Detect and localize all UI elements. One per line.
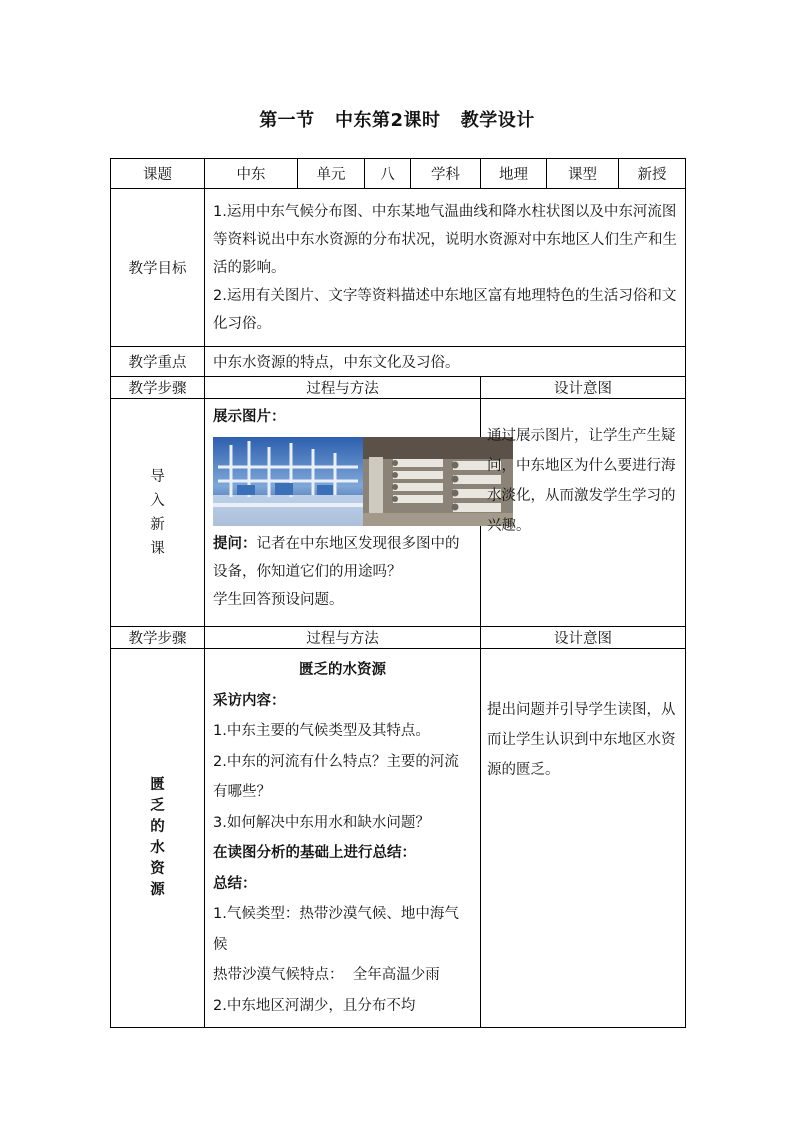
page-title: 第一节 中东第2课时 教学设计: [259, 110, 535, 131]
interview-label: 采访内容：: [213, 692, 286, 709]
question-label: 提问：: [213, 536, 257, 552]
lesson-plan-table: [110, 158, 686, 1028]
section-title: 匮乏的水资源: [299, 662, 386, 678]
show-image-label: 展示图片：: [213, 409, 286, 425]
objectives-content: [205, 189, 686, 347]
objective-2: 2.运用有关图片、文字等资料描述中东地区富有地理特色的生活习俗和文化习俗。: [213, 287, 677, 332]
objectives-row: [111, 189, 686, 347]
interview-q3: 3.如何解决中东用水和缺水问题？: [213, 814, 430, 831]
water-step-char: 乏: [150, 798, 165, 814]
question-text: 记者在中东地区发现很多图中的设备，你知道它们的用途吗？: [213, 536, 460, 580]
intro-step-label: [111, 399, 205, 627]
discipline-label: 学科: [411, 159, 481, 189]
summary-2: 2.中东地区河湖少，且分布不均: [213, 997, 416, 1014]
summary-1: 1.气候类型：热带沙漠气候、地中海气候: [213, 906, 459, 953]
photo-left: [213, 437, 363, 526]
steps-header-row: [111, 377, 686, 399]
intro-step-char: 课: [150, 540, 165, 557]
objective-1: 1.运用中东气候分布图、中东某地气温曲线和降水柱状图以及中东河流图等资料说出中东水资源的分布状况，说明水资源对中东地区人们生产和生活的影响。: [213, 203, 677, 276]
steps-header-process: 过程与方法: [205, 627, 481, 649]
objectives-label: 教学目标: [111, 189, 205, 347]
unit-value: 八: [365, 159, 411, 189]
question: [213, 530, 472, 586]
water-row: [111, 649, 686, 1028]
interview-q1: 1.中东主要的气候类型及其特点。: [213, 723, 430, 739]
lesson-type-value: 新授: [619, 159, 686, 189]
intro-row: [111, 399, 686, 627]
summary-label: 总结：: [213, 875, 257, 892]
water-step-char: 源: [150, 882, 165, 898]
unit-label: 单元: [298, 159, 365, 189]
steps-header-row: [111, 627, 686, 649]
water-intent: 提出问题并引导学生读图，从而让学生认识到中东地区水资源的匮乏。: [481, 649, 686, 1028]
steps-header-step: 教学步骤: [111, 627, 205, 649]
intro-step-char: 新: [150, 516, 165, 533]
focus-row: [111, 347, 686, 377]
lesson-type-label: 课型: [547, 159, 619, 189]
water-process: [205, 649, 481, 1028]
intro-process: [205, 399, 481, 627]
water-step-char: 资: [150, 861, 165, 877]
discipline-value: 地理: [481, 159, 547, 189]
water-step-char: 的: [150, 819, 165, 835]
focus-text: 中东水资源的特点，中东文化及习俗。: [205, 347, 686, 377]
steps-header-intent: 设计意图: [481, 627, 686, 649]
subject-value: 中东: [205, 159, 298, 189]
intro-step-char: 入: [150, 492, 165, 509]
water-step-char: 水: [150, 840, 165, 856]
header-row: [111, 159, 686, 189]
steps-header-intent: 设计意图: [481, 377, 686, 399]
steps-header-process: 过程与方法: [205, 377, 481, 399]
focus-label: 教学重点: [111, 347, 205, 377]
water-step-label: [111, 649, 205, 1028]
answer-text: 学生回答预设问题。: [213, 592, 344, 608]
intro-intent: 通过展示图片，让学生产生疑问，中东地区为什么要进行海水淡化，从而激发学生学习的兴趣。: [481, 399, 686, 627]
summary-1b: 热带沙漠气候特点： 全年高温少雨: [213, 967, 440, 983]
water-step-char: 匮: [150, 777, 165, 793]
analysis-label: 在读图分析的基础上进行总结：: [213, 845, 416, 861]
subject-label: 课题: [111, 159, 205, 189]
interview-q2: 2.中东的河流有什么特点？主要的河流有哪些？: [213, 753, 459, 800]
desalination-plant-photo: [213, 437, 513, 526]
steps-header-step: 教学步骤: [111, 377, 205, 399]
intro-step-char: 导: [150, 468, 165, 485]
